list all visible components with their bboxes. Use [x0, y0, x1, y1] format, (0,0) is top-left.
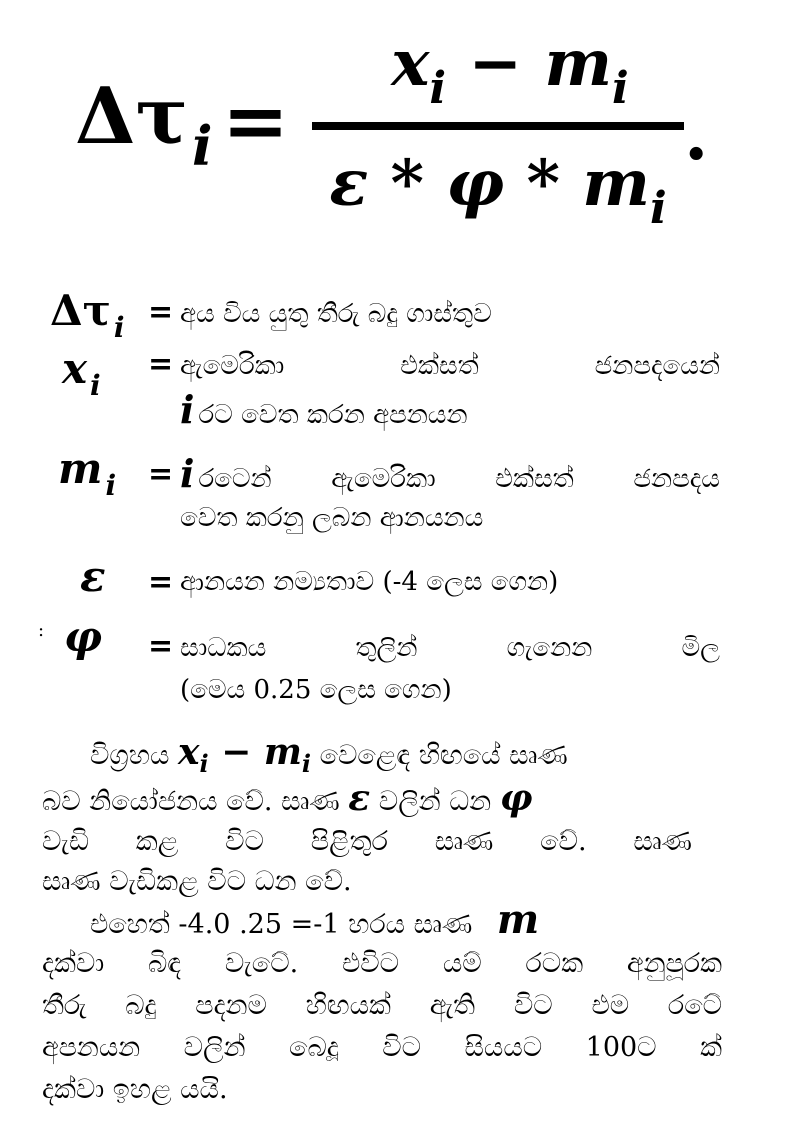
- def-tau-text: අය විය යුතු තීරු බදු ගාස්තුව: [180, 299, 492, 329]
- def-phi-equals: =: [148, 629, 174, 664]
- para-line-3: වැඩි කළ විට පිළිතුර සෘණ වේ. සෘණ: [42, 826, 692, 857]
- def-m-symbol: [58, 444, 117, 502]
- formula-equals: =: [222, 73, 290, 167]
- margin-mark: :: [38, 620, 45, 641]
- para-line-4: සෘණ වැඩිකළ විට ධන වේ.: [42, 866, 352, 897]
- numerator-x: x: [391, 26, 430, 101]
- denominator-m-sub: i: [649, 183, 667, 234]
- main-formula: [0, 0, 810, 250]
- para-line-7: තීරු බදු පදනම හිඟයක් ඇති විට එම රටේ: [42, 990, 722, 1021]
- def-tau-equals: =: [148, 295, 174, 330]
- para-l5-text: එහෙත් -4.0 .25 =-1 හරය සෘණ: [90, 909, 473, 940]
- para-line-5: [90, 896, 720, 945]
- para-line-9: දක්වා ඉහළ යයි.: [42, 1074, 228, 1105]
- denominator-phi: φ: [446, 146, 505, 221]
- def-tau-symbol: [50, 286, 125, 344]
- para-line-2: [42, 778, 722, 822]
- def-x-char: x: [62, 344, 88, 393]
- para-line-8: අපනයන වලින් බෙදූ විට සියයට 100ට ක්: [42, 1032, 722, 1063]
- formula-denominator: [312, 146, 684, 234]
- def-x-equals: =: [148, 347, 174, 382]
- def-phi-symbol: φ: [64, 612, 103, 661]
- def-phi-line1: සාධකය තුලින් ගැනෙන මිල: [180, 633, 720, 663]
- para-l1-x: x: [177, 731, 200, 773]
- def-m-line1-text: රටෙන් ඇමෙරිකා එක්සත් ජනපදය: [198, 464, 720, 494]
- para-l1-end: වෙළෙඳ හිඟයේ සෘණ: [319, 740, 568, 771]
- para-l1-start: විග්‍රහය: [90, 740, 170, 771]
- numerator-minus: −: [446, 26, 545, 101]
- para-l2-mid: වලින් ධන: [378, 786, 492, 817]
- def-m-equals: =: [148, 457, 174, 492]
- def-m-line1: [180, 452, 720, 501]
- denominator-times-1: *: [368, 146, 447, 221]
- formula-lhs: [75, 71, 213, 178]
- def-m-sub: i: [105, 469, 117, 502]
- denominator-m: m: [582, 146, 650, 221]
- def-x-line1: ඇමෙරිකා එක්සත් ජනපදයෙන්: [180, 351, 720, 381]
- numerator-m: m: [544, 26, 613, 101]
- para-l1-minus: −: [208, 731, 264, 773]
- numerator-m-sub: i: [612, 63, 629, 114]
- def-tau-char: Δτ: [50, 286, 111, 335]
- para-l1-expr: [177, 731, 312, 778]
- para-l1-m-sub: i: [301, 749, 312, 778]
- def-epsilon-text: ආනයන නම්‍යතාව (-4 ලෙස ගෙන): [180, 567, 559, 597]
- para-line-6: දක්වා බිඳ වැටේ. එවිට යම් රටක අනුපූරක: [42, 948, 722, 979]
- denominator-epsilon: ε: [329, 146, 369, 221]
- para-l2-start: බව නියෝජනය වේ. සෘණ: [42, 786, 340, 817]
- def-x-line2-text: රට වෙත කරන අපනයන: [198, 400, 468, 430]
- formula-numerator: [340, 26, 680, 114]
- para-line-1: [90, 732, 720, 776]
- def-phi-line2: (මෙය 0.25 ලෙස ගෙන): [180, 675, 452, 705]
- para-l1-x-sub: i: [199, 749, 209, 778]
- def-epsilon-symbol: ε: [80, 552, 106, 601]
- numerator-x-sub: i: [429, 63, 447, 114]
- def-tau-sub: i: [113, 311, 125, 344]
- def-x-line2-var: i: [180, 387, 195, 432]
- fraction-bar: [312, 122, 684, 130]
- formula-lhs-symbol: Δτ: [75, 71, 189, 162]
- def-m-line1-var: i: [180, 451, 195, 496]
- para-l2-phi: φ: [499, 777, 533, 819]
- def-epsilon-equals: =: [148, 565, 174, 600]
- denominator-times-2: *: [504, 146, 583, 221]
- para-l2-epsilon: ε: [348, 777, 371, 819]
- def-m-line2: වෙත කරනු ලබන ආනයනය: [180, 503, 484, 533]
- para-l5-m: m: [496, 896, 540, 943]
- para-l1-m: m: [263, 731, 302, 773]
- def-m-char: m: [58, 444, 103, 493]
- def-x-line2: [180, 388, 720, 437]
- formula-period: .: [684, 93, 709, 176]
- def-x-symbol: [62, 344, 101, 402]
- def-x-sub: i: [90, 369, 101, 402]
- formula-lhs-subscript: i: [192, 114, 213, 178]
